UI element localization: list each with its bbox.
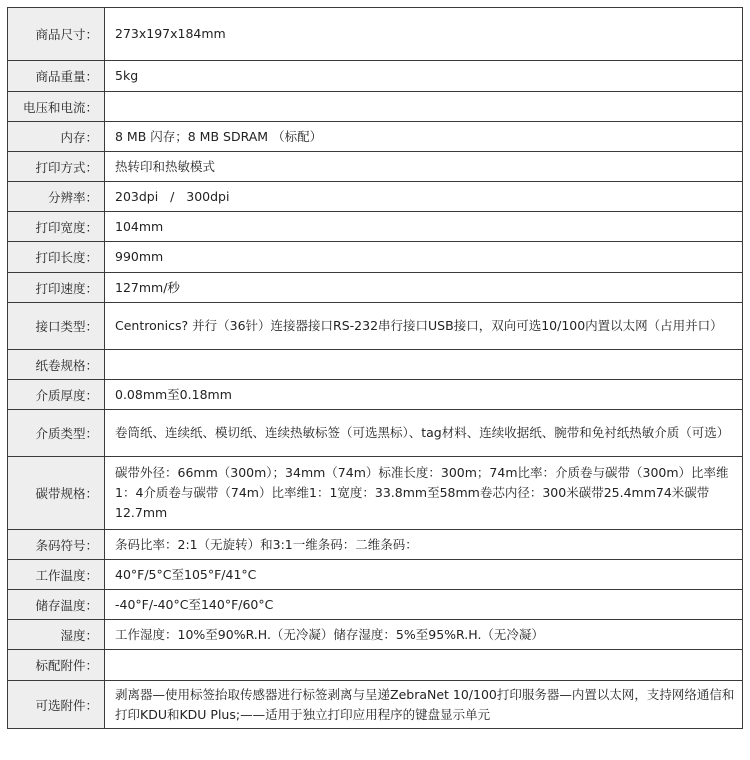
spec-label: 条码符号： (8, 530, 105, 560)
spec-label: 接口类型： (8, 303, 105, 350)
spec-table (7, 7, 743, 729)
spec-label: 碳带规格： (8, 457, 105, 530)
spec-label: 湿度： (8, 620, 105, 650)
spec-row (8, 152, 743, 182)
spec-value: 273x197x184mm (105, 8, 743, 61)
spec-value: 碳带外径：66mm（300m）；34mm（74m）标准长度：300m；74m比率：介质卷与碳带（300m）比率维1：4介质卷与碳带（74m）比率维1：1宽度：33.8mm至58mm卷芯内径：300米碳带25.4mm74米碳带 12.7mm (105, 457, 743, 530)
spec-value: 127mm/秒 (105, 273, 743, 303)
spec-value: -40°F/-40°C至140°F/60°C (105, 590, 743, 620)
spec-row (8, 92, 743, 122)
spec-row (8, 410, 743, 457)
spec-value: 8 MB 闪存；8 MB SDRAM （标配） (105, 122, 743, 152)
spec-row (8, 8, 743, 61)
spec-label: 打印长度： (8, 242, 105, 273)
spec-label: 打印速度： (8, 273, 105, 303)
spec-row (8, 242, 743, 273)
spec-value: 热转印和热敏模式 (105, 152, 743, 182)
spec-row (8, 61, 743, 92)
spec-label: 标配附件： (8, 650, 105, 681)
spec-label: 分辨率： (8, 182, 105, 212)
spec-row (8, 681, 743, 729)
spec-row (8, 650, 743, 681)
spec-row (8, 273, 743, 303)
spec-row (8, 350, 743, 380)
spec-label: 打印宽度： (8, 212, 105, 242)
spec-row (8, 212, 743, 242)
spec-label: 打印方式： (8, 152, 105, 182)
spec-table-body (8, 8, 743, 729)
spec-row (8, 620, 743, 650)
spec-label: 工作温度： (8, 560, 105, 590)
spec-label: 商品尺寸： (8, 8, 105, 61)
spec-label: 电压和电流： (8, 92, 105, 122)
spec-value: 剥离器—使用标签抬取传感器进行标签剥离与呈递ZebraNet 10/100打印服务器—内置以太网，支持网络通信和打印KDU和KDU Plus;——适用于独立打印应用程序的键盘显示单元 (105, 681, 743, 729)
spec-value: 条码比率：2:1（无旋转）和3:1一维条码：二维条码： (105, 530, 743, 560)
spec-label: 介质类型： (8, 410, 105, 457)
spec-value: 工作湿度：10%至90%R.H.（无冷凝）储存湿度：5%至95%R.H.（无冷凝） (105, 620, 743, 650)
spec-value (105, 92, 743, 122)
spec-value: 卷筒纸、连续纸、模切纸、连续热敏标签（可选黑标）、tag材料、连续收据纸、腕带和免衬纸热敏介质（可选） (105, 410, 743, 457)
spec-row (8, 560, 743, 590)
spec-value: 203dpi / 300dpi (105, 182, 743, 212)
spec-label: 商品重量： (8, 61, 105, 92)
spec-value: 990mm (105, 242, 743, 273)
spec-value: 0.08mm至0.18mm (105, 380, 743, 410)
spec-value: 5kg (105, 61, 743, 92)
spec-row (8, 590, 743, 620)
spec-label: 可选附件： (8, 681, 105, 729)
spec-row (8, 182, 743, 212)
spec-label: 储存温度： (8, 590, 105, 620)
spec-label: 纸卷规格： (8, 350, 105, 380)
spec-label: 介质厚度： (8, 380, 105, 410)
spec-value (105, 350, 743, 380)
spec-row (8, 457, 743, 530)
spec-row (8, 303, 743, 350)
spec-row (8, 380, 743, 410)
spec-value: Centronics? 并行（36针）连接器接口RS-232串行接口USB接口，双向可选10/100内置以太网（占用并口） (105, 303, 743, 350)
spec-row (8, 122, 743, 152)
spec-row (8, 530, 743, 560)
spec-value: 40°F/5°C至105°F/41°C (105, 560, 743, 590)
spec-value (105, 650, 743, 681)
spec-label: 内存： (8, 122, 105, 152)
spec-value: 104mm (105, 212, 743, 242)
